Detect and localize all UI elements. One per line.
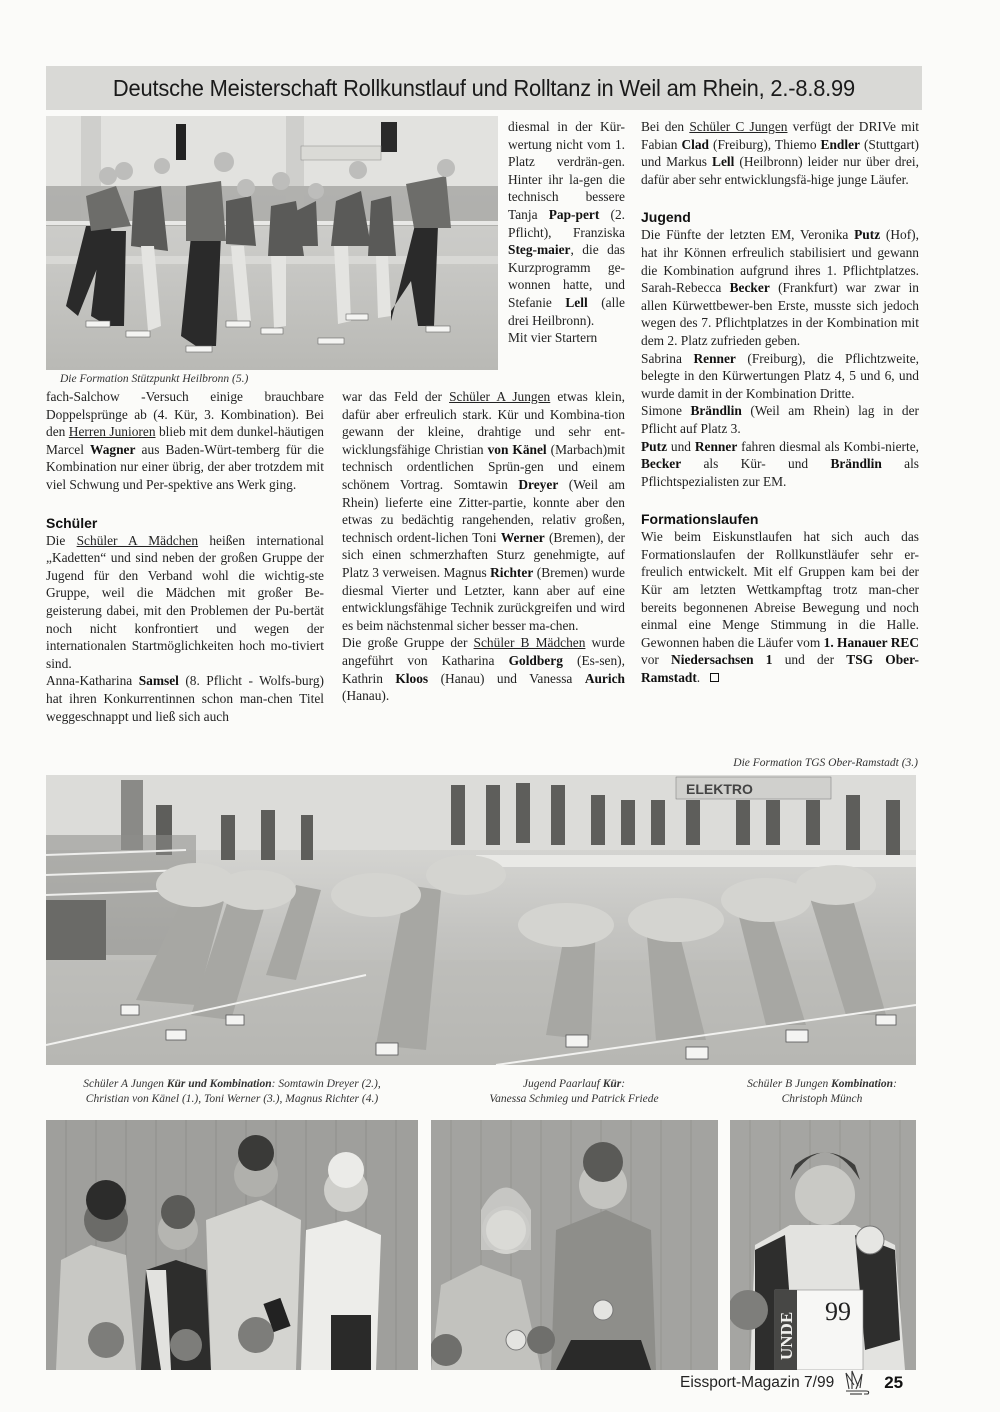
paragraph: Mit vier Startern (508, 330, 598, 346)
caption-jugend-paarlauf: Jugend Paarlauf Kür: Vanessa Schmieg und Patrick Friede (489, 1078, 659, 1105)
article-title: Deutsche Meisterschaft Rollkunstlauf und Rolltanz in Weil am Rhein, 2.-8.8.99 (112, 74, 856, 101)
photo-formation-ober-ramstadt (46, 775, 916, 1065)
photo-schueler-b-jungen-image (730, 1120, 916, 1370)
page-footer (680, 1368, 950, 1398)
photo-jugend-paarlauf-image (431, 1120, 718, 1370)
article-column-2 (342, 388, 625, 705)
paragraph: Anna-Katharina Samsel (8. Pflicht - Wolfs-burg) hat ihren Konkurrentinnen schon man-chen Titel weggeschnappt und ließ sich auch (46, 673, 324, 724)
photo-jugend-paarlauf (431, 1120, 718, 1370)
paragraph: Putz und Renner fahren diesmal als Kombi-nierte, Becker als Kür- und Brändlin als Pflichtspezialisten zur EM. (641, 438, 919, 489)
section-heading-schueler: Schüler (46, 514, 98, 531)
paragraph: Simone Brändlin (Weil am Rhein) lag in der Pflicht auf Platz 3. (641, 403, 919, 436)
banner-elektro: ELEKTRO (686, 781, 753, 797)
photo-schueler-b-jungen (730, 1120, 916, 1370)
article-title-bar (46, 66, 922, 110)
section-heading-jugend: Jugend (641, 209, 691, 226)
photo-schueler-a-jungen-image (46, 1120, 418, 1370)
caption-schueler-a-jungen: Schüler A Jungen Kür und Kombination: Somtawin Dreyer (2.), Christian von Känel (1.), Toni Werner (3.), Magnus Richter (4.) (83, 1078, 381, 1105)
end-of-article-square-icon (710, 673, 719, 682)
paragraph: Wie beim Eiskunstlaufen hat sich auch das Formationslaufen der Rollkunstläufer sehr er-freulich entwickelt. Mit elf Gruppen kam bei der Kür am letzten Wettkampftag trotz man-cher bereits begonnenen Abreise Bewegung und noch einmal eine Menge Stimmung in die Halle. Gewonnen haben die Läufer vom 1. Hanauer REC vor Niedersachsen 1 und der TSG Ober-Ramstadt. (641, 529, 919, 686)
paragraph: war das Feld der Schüler A Jungen etwas klein, dafür aber erfreulich stark. Kür und Kombina-tion gewann der kleine, drahtige und sehr ent-wicklungsfähige Christian von Känel (Marbach)mit technisch ordentlichen Sprün-gen und einem schönem Vortrag. Somtawin Dreyer (Weil am Rhein) lieferte eine Zitter-partie, konnte aber den etwas zu bedächtig rangehenden, relativ großen, technisch ordent-lichen Toni Werner (Bremen), der sich einen schmerzhaften Sturz genehmigte, auf Platz 3 verweisen. Magnus Richter (Bremen) wurde diesmal Vierter und Letzter, kann aber auf eine entwicklungsfähige Technik zurückgreifen und wird es beim nächstenmal sicher besser ma-chen. (342, 389, 626, 633)
paragraph: Die große Gruppe der Schüler B Mädchen wurde angeführt von Katharina Goldberg (Es-sen), Kathrin Kloos (Hanau) und Vanessa Aurich (Hanau). (342, 635, 625, 704)
page-number: 25 (884, 1373, 904, 1392)
caption-formation-ober-ramstadt: Die Formation TGS Ober-Ramstadt (3.) (733, 757, 918, 769)
section-heading-formationslaufen: Formationslaufen (641, 511, 759, 528)
paragraph: Die Fünfte der letzten EM, Veronika Putz (Hof), hat ihr Können erfreulich stabilisiert und gewann die Kombination aufgrund ihres 1. Pflichtplatzes. Sarah-Rebecca Becker (Frankfurt) war zwar in allen Kürwettbewer-ben Erste, musste sich jedoch wegen des 7. Pflichtplatzes in der Kombination mit dem 2. Platz zufrieden geben. (641, 227, 920, 348)
magazine-sign-year: 99 (825, 1297, 851, 1326)
paragraph: Sabrina Renner (Freiburg), die Pflichtzweite, belegte in den Kürwertungen Platz 4, 5 und 6, und wurde damit in der Kombination Dritte. (641, 350, 919, 401)
paragraph: fach-Salchow -Versuch einige brauchbare Doppelsprünge ab (4. Kür, 3. Kombination). Bei den Herren Junioren blieb mit dem dunkel-häutigen Marcel Wagner aus Baden-Würt-temberg für die Kombination nur einer übrig, der aber trotzdem mit viel Schwung und Per-spektive ans Werk ging. (46, 389, 324, 492)
caption-formation-heilbronn: Die Formation Stützpunkt Heilbronn (5.) (60, 373, 249, 385)
article-column-1 (46, 388, 324, 725)
photo-schueler-a-jungen (46, 1120, 418, 1370)
article-column-2-top (508, 118, 625, 347)
paragraph: Die Schüler A Mädchen heißen international „Kadetten“ und sind neben der großen Gruppe der Jugend für den Verband wohl die wichtig-ste Gruppe, weil die Mädchen mit großer Be-geisterung dabei, mit den Problemen der Pu-bertät noch nicht konfrontiert und wegen der internationalen Startmöglichkeiten hoch mo-tiviert sind. (46, 532, 324, 671)
paragraph: diesmal in der Kür-wertung nicht vom 1. Platz verdrän-gen. Hinter ihr la-gen die technisch bessere Tanja Pap-pert (2. Pflicht), Franziska Steg-maier, die das Kurzprogramm ge-wonnen hatte, und Stefanie Lell (alle drei Heilbronn). (508, 119, 625, 328)
caption-schueler-b-jungen: Schüler B Jungen Kombination: Christoph Münch (747, 1078, 897, 1105)
photo-formation-heilbronn (46, 116, 498, 370)
magazine-sign-side-text: UNDE (777, 1311, 796, 1360)
magazine-name: Eissport-Magazin 7/99 (680, 1374, 835, 1391)
article-column-3 (641, 118, 919, 687)
skate-wing-logo-icon (840, 1369, 874, 1397)
photo-formation-heilbronn-image (46, 116, 498, 370)
link-herren-junioren: Herren Junioren (68, 424, 156, 440)
paragraph: Bei den Schüler C Jungen verfügt der DRIVe mit Fabian Clad (Freiburg), Thiemo Endler (Stuttgart) und Markus Lell (Heilbronn) leider nur über drei, dafür aber sehr entwicklungsfä-hige junge Läufer. (641, 119, 920, 187)
photo-formation-ober-ramstadt-image (46, 775, 916, 1065)
